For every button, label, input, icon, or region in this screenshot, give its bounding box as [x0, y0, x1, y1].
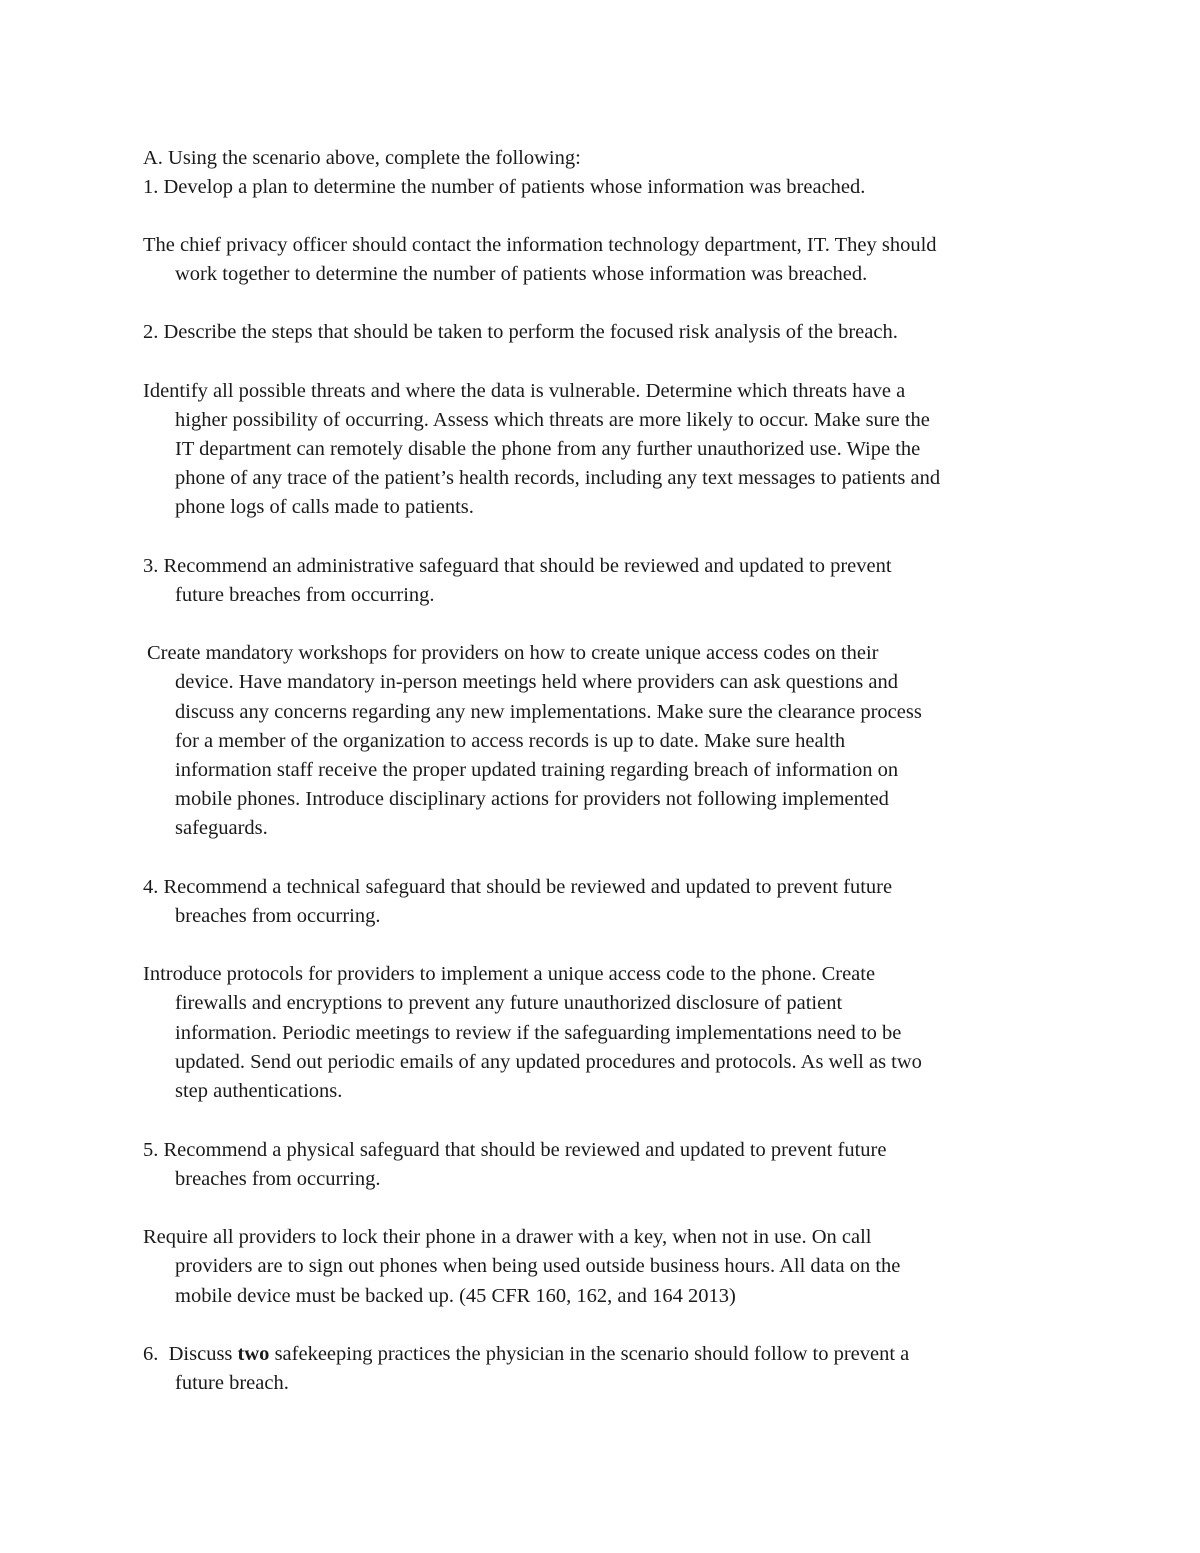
- answer-3-line-7: safeguards.: [175, 817, 268, 839]
- question-6-emphasis: two: [237, 1343, 270, 1365]
- answer-3-line-4: for a member of the organization to access records is up to date. Make sure health: [175, 730, 846, 752]
- intro-line: A. Using the scenario above, complete the following:: [143, 147, 581, 169]
- answer-3-line-5: information staff receive the proper updated training regarding breach of information on: [175, 759, 899, 781]
- answer-2-line-2: higher possibility of occurring. Assess which threats are more likely to occur. Make sure the: [175, 409, 930, 431]
- answer-3-line-1: Create mandatory workshops for providers on how to create unique access codes on their: [147, 642, 879, 664]
- answer-2-line-3: IT department can remotely disable the phone from any further unauthorized use. Wipe the: [175, 438, 921, 460]
- question-6-suffix: safekeeping practices the physician in the scenario should follow to prevent a: [269, 1343, 910, 1365]
- answer-2-line-1: Identify all possible threats and where the data is vulnerable. Determine which threats have a: [143, 380, 906, 402]
- question-5-line-2: breaches from occurring.: [175, 1168, 381, 1190]
- question-3-line-1: 3. Recommend an administrative safeguard that should be reviewed and updated to prevent: [143, 555, 892, 577]
- question-5-line-1: 5. Recommend a physical safeguard that should be reviewed and updated to prevent future: [143, 1139, 887, 1161]
- answer-3-line-2: device. Have mandatory in-person meetings held where providers can ask questions and: [175, 671, 898, 693]
- question-4-line-2: breaches from occurring.: [175, 905, 381, 927]
- question-6-prefix: 6. Discuss: [143, 1343, 238, 1365]
- answer-4-line-4: updated. Send out periodic emails of any updated procedures and protocols. As well as two: [175, 1051, 922, 1073]
- answer-3-line-3: discuss any concerns regarding any new implementations. Make sure the clearance process: [175, 701, 922, 723]
- question-3-line-2: future breaches from occurring.: [175, 584, 435, 606]
- answer-5-line-1: Require all providers to lock their phone in a drawer with a key, when not in use. On call: [143, 1226, 872, 1248]
- question-6-line-1: [143, 1340, 909, 1369]
- answer-5-line-2: providers are to sign out phones when being used outside business hours. All data on the: [175, 1255, 901, 1277]
- answer-5-line-3: mobile device must be backed up. (45 CFR 160, 162, and 164 2013): [175, 1285, 736, 1307]
- answer-4-line-3: information. Periodic meetings to review if the safeguarding implementations need to be: [175, 1022, 902, 1044]
- answer-1-line-1: The chief privacy officer should contact the information technology department, IT. They should: [143, 234, 937, 256]
- answer-4-line-2: firewalls and encryptions to prevent any future unauthorized disclosure of patient: [175, 992, 843, 1014]
- question-2-line-1: 2. Describe the steps that should be taken to perform the focused risk analysis of the breach.: [143, 321, 898, 343]
- answer-2-line-5: phone logs of calls made to patients.: [175, 496, 474, 518]
- answer-1-line-2: work together to determine the number of patients whose information was breached.: [175, 263, 868, 285]
- question-1-line-1: 1. Develop a plan to determine the number of patients whose information was breached.: [143, 176, 866, 198]
- question-6-line-2: future breach.: [175, 1372, 289, 1394]
- question-4-line-1: 4. Recommend a technical safeguard that should be reviewed and updated to prevent future: [143, 876, 893, 898]
- answer-4-line-1: Introduce protocols for providers to implement a unique access code to the phone. Create: [143, 963, 876, 985]
- answer-2-line-4: phone of any trace of the patient’s health records, including any text messages to patients and: [175, 467, 941, 489]
- answer-4-line-5: step authentications.: [175, 1080, 343, 1102]
- answer-3-line-6: mobile phones. Introduce disciplinary actions for providers not following implemented: [175, 788, 889, 810]
